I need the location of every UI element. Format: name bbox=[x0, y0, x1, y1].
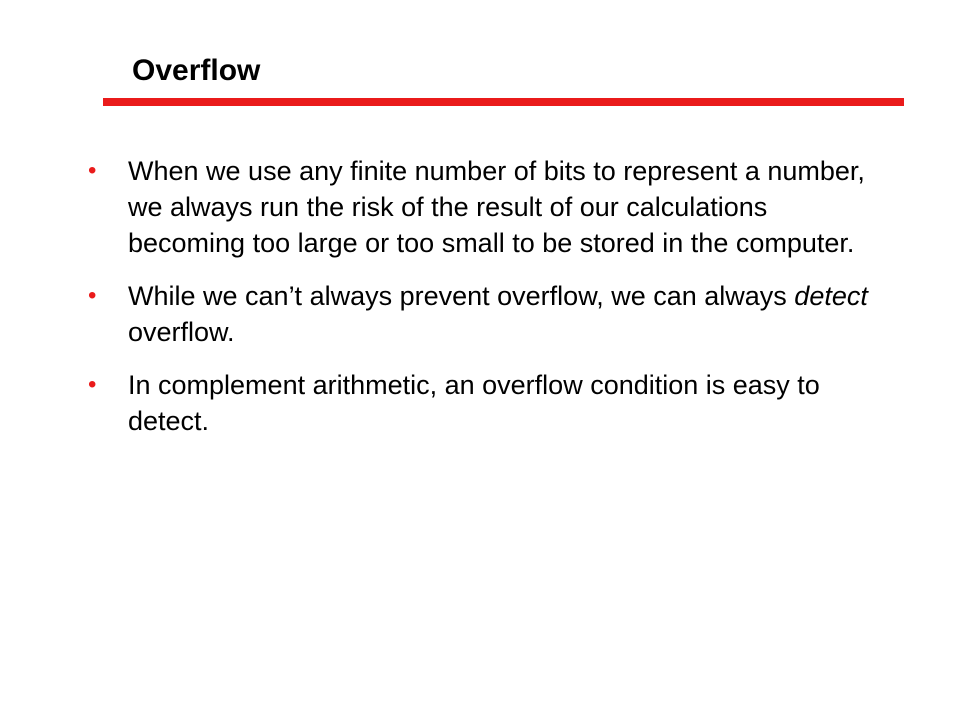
title-underline bbox=[103, 98, 904, 106]
bullet-item-finite-bits bbox=[88, 153, 878, 261]
bullet-text: When we use any finite number of bits to represent a number, we always run the risk of the result of our calculations becoming too large or too small to be stored in the computer. bbox=[128, 156, 865, 258]
bullet-list bbox=[88, 153, 878, 439]
bullet-dot-icon: • bbox=[88, 282, 97, 309]
bullet-item-complement-arithmetic bbox=[88, 367, 878, 439]
bullet-text-before-emphasis: While we can’t always prevent overflow, we can always bbox=[128, 281, 795, 311]
bullet-text-after-emphasis: overflow. bbox=[128, 317, 235, 347]
emphasized-word-detect: detect bbox=[794, 281, 868, 311]
slide-title: Overflow bbox=[132, 54, 261, 87]
bullet-item-detect-overflow bbox=[88, 278, 878, 350]
bullet-dot-icon: • bbox=[88, 157, 97, 184]
bullet-text: In complement arithmetic, an overflow condition is easy to detect. bbox=[128, 370, 820, 436]
bullet-dot-icon: • bbox=[88, 371, 97, 398]
